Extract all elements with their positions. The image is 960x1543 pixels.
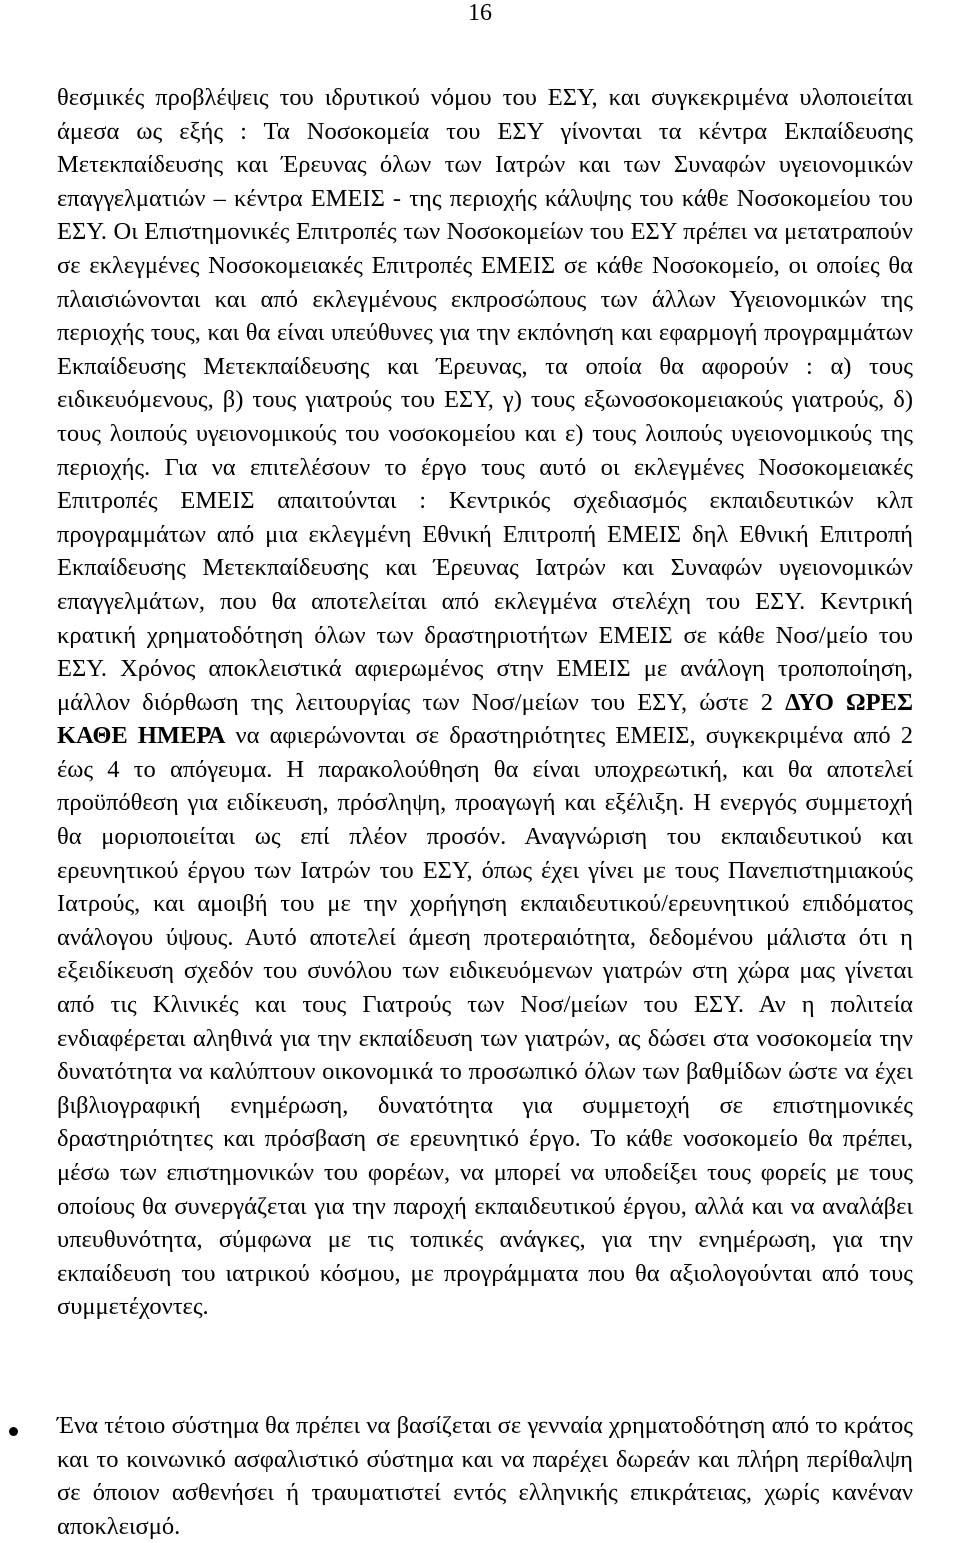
main-paragraph-text-part2: να αφιερώνονται σε δραστηριότητες ΕΜΕΙΣ, συγκεκριμένα από 2 έως 4 το απόγευμα. Η παρακολούθηση θα είναι υποχρεωτική, και θα αποτελεί προϋπόθεση για ειδίκευση, πρόσληψη, προαγωγή και εξέλιξη. Η ενεργός συμμετοχή θα μοριοποιείται ως επί πλέον προσόν. Αναγνώριση του εκπαιδευτικού και ερευνητικού έργου των Ιατρών του ΕΣΥ, όπως έχει γίνει με τους Πανεπιστημιακούς Ιατρούς, και αμοιβή του με την χορήγηση εκπαιδευτικού/ερευνητικού επιδόματος ανάλογου ύψους. Αυτό αποτελεί άμεση προτεραιότητα, δεδομένου μάλιστα ότι η εξειδίκευση σχεδόν του συνόλου των ειδικευόμενων γιατρών στη χώρα μας γίνεται από τις Κλινικές και τους Γιατρούς των Νοσ/μείων του ΕΣΥ. Αν η πολιτεία ενδιαφέρεται αληθινά για την εκπαίδευση των γιατρών, ας δώσει στα νοσοκομεία την δυνατότητα να καλύπτουν οικονομικά το προσωπικό όλων των βαθμίδων ώστε να έχει βιβλιογραφική ενημέρωση, δυνατότητα για συμμετοχή σε επιστημονικές δραστηριότητες και πρόσβαση σε ερευνητικό έργο. Το κάθε νοσοκομείο θα πρέπει, μέσω των επιστημονικών του φορέων, να μπορεί να υποδείξει τους φορείς με τους οποίους θα συνεργάζεται για την παροχή εκπαιδευτικού έργου, αλλά και να αναλάβει υπευθυνότητα, σύμφωνα με τις τοπικές ανάγκες, για την ενημέρωση, για την εκπαίδευση του ιατρικού κόσμου, με προγράμματα που θα αξιολογούνται από τους συμμετέχοντες. [57,722,914,1321]
main-paragraph [57,81,913,1324]
main-paragraph-bold-text: ΔΥΟ ΩΡΕΣ ΚΑΘΕ ΗΜΕΡΑ [57,688,914,750]
page-number: 16 [468,0,492,26]
bullet-paragraph: Ένα τέτοιο σύστημα θα πρέπει να βασίζεται σε γενναία χρηματοδότηση από το κράτος και το κοινωνικό ασφαλιστικό σύστημα και να παρέχει δωρεάν και πλήρη περίθαλψη σε όποιον ασθενήσει ή τραυματιστεί εντός ελληνικής επικράτειας, χωρίς κανέναν αποκλεισμό. [57,1412,913,1540]
main-paragraph-text-part1: θεσμικές προβλέψεις του ιδρυτικού νόμου του ΕΣΥ, και συγκεκριμένα υλοποιείται άμεσα ως εξής : Τα Νοσοκομεία του ΕΣΥ γίνονται τα κέντρα Εκπαίδευσης Μετεκπαίδευσης και Έρευνας όλων των Ιατρών και των Συναφών υγειονομικών επαγγελματιών – κέντρα ΕΜΕΙΣ - της περιοχής κάλυψης του κάθε Νοσοκομείου του ΕΣΥ. Οι Επιστημονικές Επιτροπές των Νοσοκομείων του ΕΣΥ πρέπει να μετατραπούν σε εκλεγμένες Νοσοκομειακές Επιτροπές ΕΜΕΙΣ σε κάθε Νοσοκομείο, οι οποίες θα πλαισιώνονται και από εκλεγμένους εκπροσώπους των άλλων Υγειονομικών της περιοχής τους, και θα είναι υπεύθυνες για την εκπόνηση και εφαρμογή προγραμμάτων Εκπαίδευσης Μετεκπαίδευσης και Έρευνας, τα οποία θα αφορούν : α) τους ειδικευόμενους, β) τους γιατρούς του ΕΣΥ, γ) τους εξωνοσοκομειακούς γιατρούς, δ) τους λοιπούς υγειονομικούς του νοσοκομείου και ε) τους λοιπούς υγειονομικούς της περιοχής. Για να επιτελέσουν το έργο τους αυτό οι εκλεγμένες Νοσοκομειακές Επιτροπές ΕΜΕΙΣ απαιτούνται : Κεντρικός σχεδιασμός εκπαιδευτικών κλπ προγραμμάτων από μια εκλεγμένη Εθνική Επιτροπή ΕΜΕΙΣ δηλ Εθνική Επιτροπή Εκπαίδευσης Μετεκπαίδευσης και Έρευνας Ιατρών και Συναφών υγειονομικών επαγγελμάτων, που θα αποτελείται από εκλεγμένα στελέχη του ΕΣΥ. Κεντρική κρατική χρηματοδότηση όλων των δραστηριοτήτων ΕΜΕΙΣ σε κάθε Νοσ/μείο του ΕΣΥ. Χρόνος αποκλειστικά αφιερωμένος στην ΕΜΕΙΣ με ανάλογη τροποποίηση, μάλλον διόρθωση της λειτουργίας των Νοσ/μείων του ΕΣΥ, ώστε 2 [57,84,913,716]
bullet-icon [9,1427,18,1436]
